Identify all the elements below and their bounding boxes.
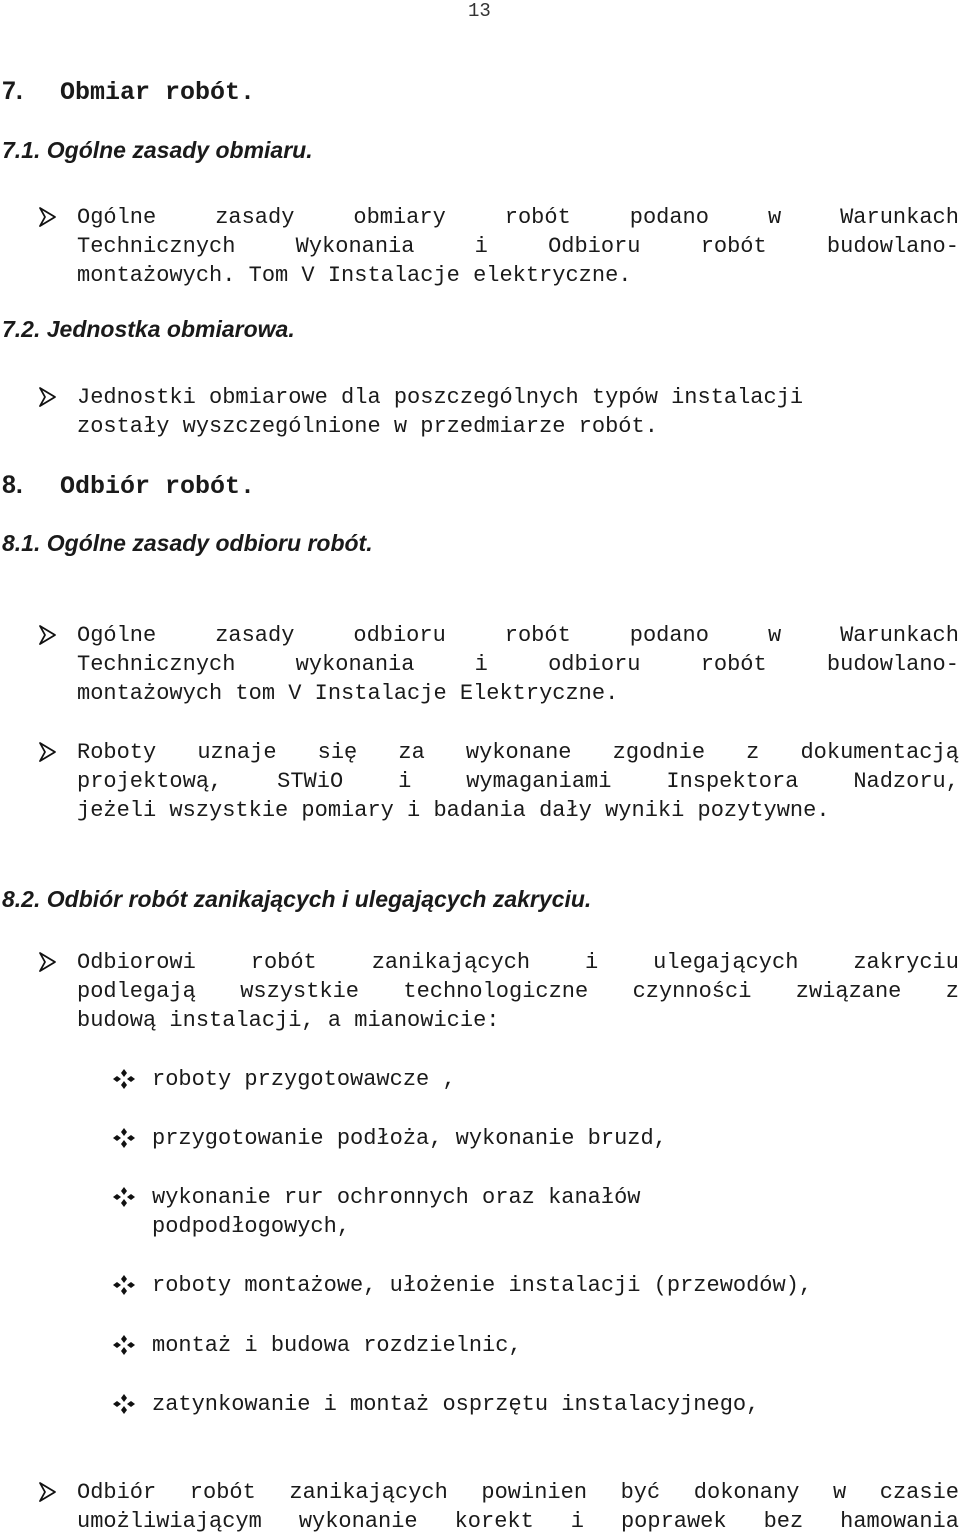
word: wykonania	[295, 652, 415, 677]
word: czynności	[632, 979, 752, 1004]
word: i	[585, 950, 599, 975]
word: obmiary	[353, 205, 446, 230]
diamond-bullet-icon	[113, 1335, 135, 1355]
word: zanikających	[289, 1480, 448, 1505]
paragraph-7-1	[77, 203, 959, 290]
word: w	[767, 623, 782, 648]
heading-8-title: Odbiór robót.	[60, 472, 256, 501]
word: robót	[250, 950, 317, 975]
word: Nadzoru,	[853, 769, 959, 794]
word: wszystkie	[240, 979, 360, 1004]
word: związane	[795, 979, 902, 1004]
heading-8-number: 8.	[2, 471, 23, 499]
word: podlegają	[77, 979, 196, 1004]
word: projektową,	[77, 769, 223, 794]
word: Warunkach	[840, 205, 959, 230]
word: Wykonania	[295, 234, 415, 259]
word: z	[746, 740, 760, 765]
word: i	[570, 1509, 584, 1534]
word: wymaganiami	[466, 769, 612, 794]
paragraph-last-line: budową instalacji, a mianowicie:	[77, 1008, 500, 1033]
page-number: 13	[468, 0, 491, 22]
heading-7-number: 7.	[2, 77, 23, 105]
word: Odbiór	[77, 1480, 157, 1505]
word: dokumentacją	[800, 740, 959, 765]
word: za	[398, 740, 425, 765]
paragraph-8-2-a	[77, 948, 959, 1035]
word: być	[620, 1480, 661, 1505]
list-item: montaż i budowa rozdzielnic,	[152, 1333, 522, 1358]
paragraph-7-2-line1: Jednostki obmiarowe dla poszczególnych typów instalacji	[77, 385, 804, 410]
word: bez	[763, 1509, 804, 1534]
word: Ogólne	[77, 205, 157, 230]
justified-line	[77, 1507, 959, 1536]
paragraph-last-line: jeżeli wszystkie pomiary i badania dały wyniki pozytywne.	[77, 798, 830, 823]
heading-7-1: 7.1. Ogólne zasady obmiaru.	[2, 137, 313, 163]
word: i	[474, 234, 488, 259]
word: powinien	[481, 1480, 588, 1505]
heading-8-2: 8.2. Odbiór robót zanikających i ulegających zakryciu.	[2, 886, 592, 912]
word: robót	[700, 652, 767, 677]
list-item: przygotowanie podłoża, wykonanie bruzd,	[152, 1126, 667, 1151]
justified-line	[77, 650, 959, 679]
word: Technicznych	[77, 234, 236, 259]
word: Warunkach	[840, 623, 959, 648]
word: robót	[504, 623, 571, 648]
justified-line	[77, 948, 959, 977]
word: budowlano-	[826, 234, 959, 259]
word: w	[833, 1480, 847, 1505]
arrow-bullet-icon	[38, 741, 58, 763]
word: robót	[189, 1480, 256, 1505]
word: się	[317, 740, 358, 765]
word: Roboty	[77, 740, 157, 765]
diamond-bullet-icon	[113, 1275, 135, 1295]
justified-line	[77, 621, 959, 650]
paragraph-7-2-line2: zostały wyszczególnione w przedmiarze robót.	[77, 414, 658, 439]
word: Ogólne	[77, 623, 157, 648]
word: wykonane	[465, 740, 572, 765]
heading-7-2: 7.2. Jednostka obmiarowa.	[2, 316, 295, 342]
justified-line	[77, 738, 959, 767]
paragraph-last-line: montażowych. Tom V Instalacje elektryczne.	[77, 263, 632, 288]
paragraph-8-2-b	[77, 1478, 959, 1536]
word: ulegających	[653, 950, 799, 975]
word: Inspektora	[666, 769, 799, 794]
list-item-continuation: podpodłogowych,	[152, 1214, 351, 1239]
justified-line	[77, 232, 959, 261]
paragraph-8-1-b	[77, 738, 959, 825]
word: dokonany	[693, 1480, 800, 1505]
word: uznaje	[197, 740, 277, 765]
list-item: zatynkowanie i montaż osprzętu instalacyjnego,	[152, 1392, 760, 1417]
arrow-bullet-icon	[38, 386, 58, 408]
arrow-bullet-icon	[38, 624, 58, 646]
paragraph-8-1-a	[77, 621, 959, 708]
diamond-bullet-icon	[113, 1069, 135, 1089]
justified-line	[77, 1478, 959, 1507]
word: robót	[504, 205, 571, 230]
word: Odbiorowi	[77, 950, 196, 975]
word: hamowania	[840, 1509, 959, 1534]
word: podano	[629, 623, 709, 648]
list-item: roboty przygotowawcze ,	[152, 1067, 456, 1092]
diamond-bullet-icon	[113, 1187, 135, 1207]
word: technologiczne	[403, 979, 589, 1004]
word: z	[945, 979, 959, 1004]
diamond-bullet-icon	[113, 1394, 135, 1414]
word: zasady	[215, 205, 295, 230]
justified-line	[77, 767, 959, 796]
heading-7-title: Obmiar robót.	[60, 78, 256, 107]
arrow-bullet-icon	[38, 206, 58, 228]
word: w	[767, 205, 782, 230]
justified-line	[77, 203, 959, 232]
word: zgodnie	[612, 740, 706, 765]
list-item: roboty montażowe, ułożenie instalacji (przewodów),	[152, 1273, 813, 1298]
word: STWiO	[277, 769, 344, 794]
word: czasie	[879, 1480, 959, 1505]
paragraph-last-line: montażowych tom V Instalacje Elektryczne.	[77, 681, 619, 706]
heading-8-1: 8.1. Ogólne zasady odbioru robót.	[2, 530, 373, 556]
word: wykonanie	[298, 1509, 418, 1534]
word: zanikających	[371, 950, 531, 975]
word: Technicznych	[77, 652, 236, 677]
word: umożliwiającym	[77, 1509, 262, 1534]
word: odbioru	[548, 652, 641, 677]
word: korekt	[454, 1509, 534, 1534]
arrow-bullet-icon	[38, 951, 58, 973]
word: zasady	[215, 623, 295, 648]
word: i	[398, 769, 412, 794]
word: robót	[700, 234, 767, 259]
arrow-bullet-icon	[38, 1481, 58, 1503]
word: poprawek	[620, 1509, 727, 1534]
word: Odbioru	[548, 234, 641, 259]
word: zakryciu	[853, 950, 959, 975]
word: budowlano-	[826, 652, 959, 677]
word: podano	[629, 205, 709, 230]
word: i	[474, 652, 488, 677]
justified-line	[77, 977, 959, 1006]
diamond-bullet-icon	[113, 1128, 135, 1148]
list-item: wykonanie rur ochronnych oraz kanałów	[152, 1185, 641, 1210]
word: odbioru	[353, 623, 446, 648]
